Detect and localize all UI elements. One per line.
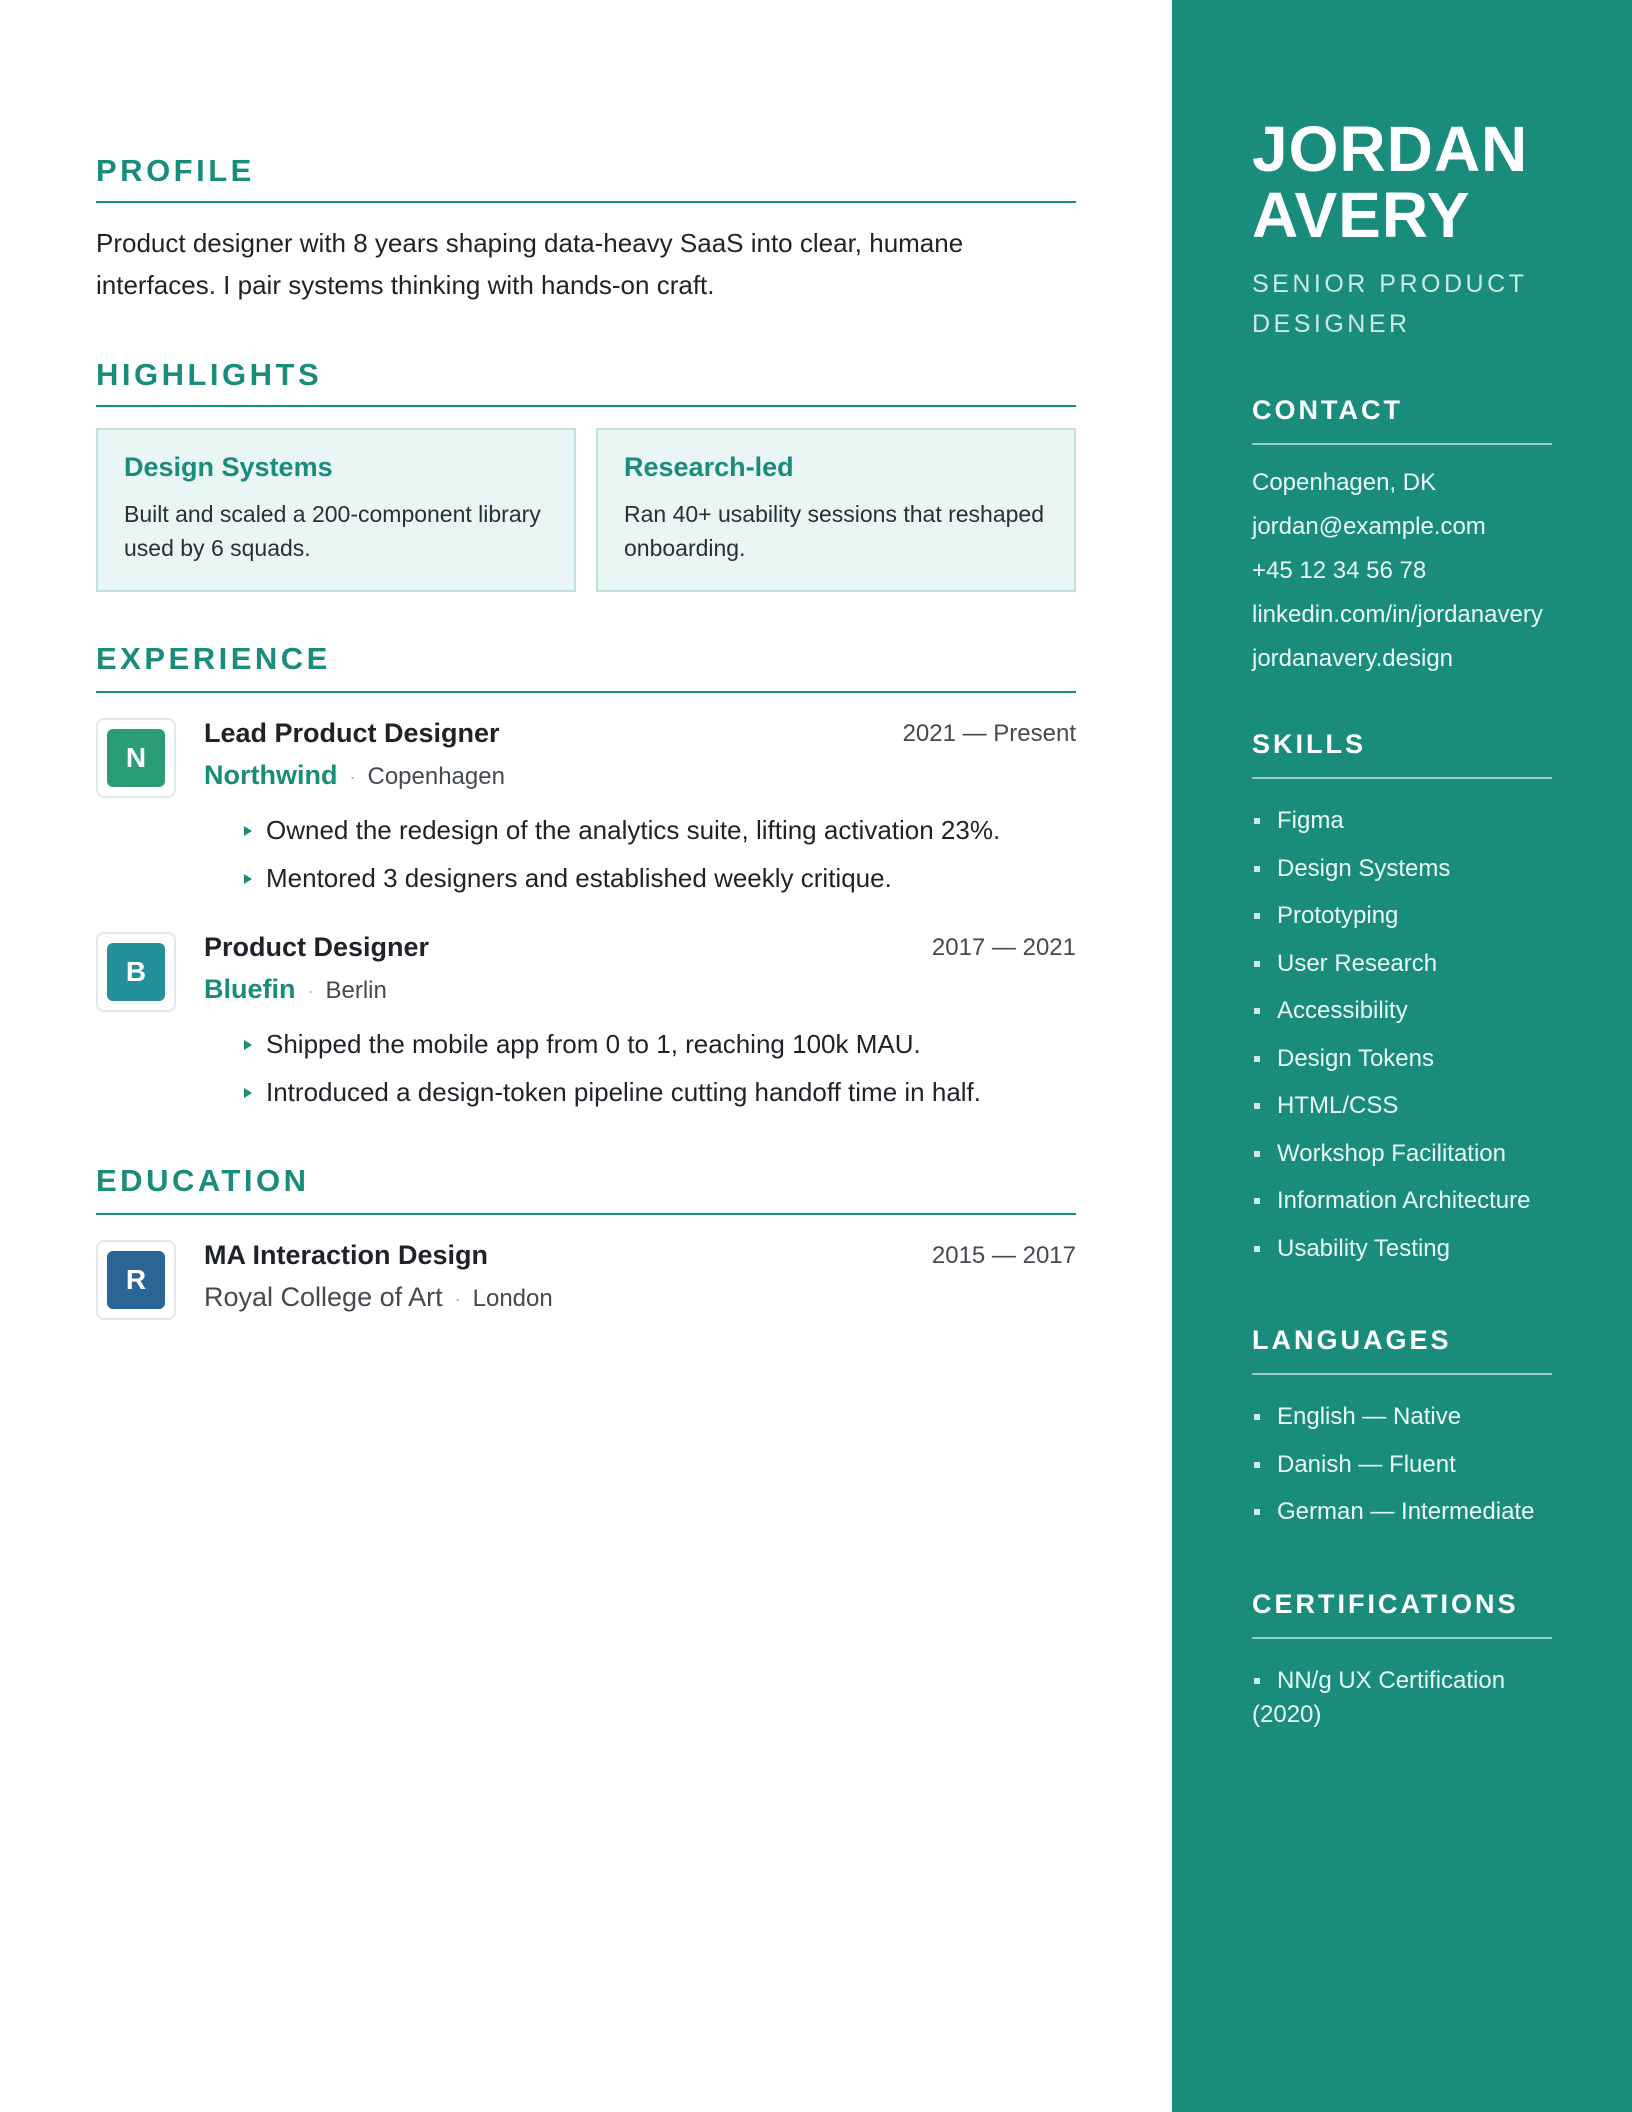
profile-summary: Product designer with 8 years shaping data-heavy SaaS into clear, humane interfaces. I pair systems thinking with hands-on craft. bbox=[96, 228, 964, 300]
skills-list bbox=[1252, 797, 1562, 1272]
certifications-list bbox=[1252, 1664, 1562, 1732]
job-location: Berlin bbox=[325, 977, 387, 1004]
skill-item: Design Tokens bbox=[1252, 1035, 1562, 1083]
company-line bbox=[204, 974, 387, 1005]
job-dates: 2017 — 2021 bbox=[931, 934, 1076, 961]
language-item: German — Intermediate bbox=[1252, 1488, 1562, 1536]
highlight-card bbox=[96, 428, 576, 592]
degree-title: MA Interaction Design bbox=[204, 1240, 489, 1270]
education-divider bbox=[96, 1213, 1076, 1215]
skills-divider bbox=[1252, 777, 1552, 779]
contact-location: Copenhagen, DK bbox=[1252, 469, 1437, 496]
last-name: AVERY bbox=[1252, 179, 1471, 251]
job-headline: SENIOR PRODUCT DESIGNER bbox=[1252, 270, 1527, 338]
education-dates: 2015 — 2017 bbox=[931, 1242, 1076, 1269]
skills-heading: SKILLS bbox=[1252, 729, 1367, 759]
languages-divider bbox=[1252, 1373, 1552, 1375]
first-name: JORDAN bbox=[1252, 113, 1529, 185]
skill-item: Accessibility bbox=[1252, 987, 1562, 1035]
job-title: Lead Product Designer bbox=[204, 718, 500, 748]
company-logo-letter: N bbox=[107, 729, 165, 787]
achievement-list bbox=[244, 806, 1000, 902]
job-location: Copenhagen bbox=[367, 763, 505, 790]
skill-item: HTML/CSS bbox=[1252, 1082, 1562, 1130]
skill-item: Usability Testing bbox=[1252, 1225, 1562, 1273]
school-name: Royal College of Art bbox=[204, 1282, 443, 1312]
highlights-divider bbox=[96, 405, 1076, 407]
experience-divider bbox=[96, 691, 1076, 693]
contact-list bbox=[1252, 461, 1543, 681]
languages-heading: LANGUAGES bbox=[1252, 1325, 1452, 1355]
company-name: Northwind bbox=[204, 760, 338, 790]
highlight-title: Research-led bbox=[624, 452, 794, 482]
school-logo-letter: R bbox=[107, 1251, 165, 1309]
job-dates: 2021 — Present bbox=[902, 720, 1076, 747]
contact-phone[interactable]: +45 12 34 56 78 bbox=[1252, 557, 1427, 584]
achievement-item: Introduced a design-token pipeline cutting handoff time in half. bbox=[244, 1068, 981, 1116]
skill-item: Information Architecture bbox=[1252, 1177, 1562, 1225]
highlights-heading: HIGHLIGHTS bbox=[96, 357, 323, 392]
achievement-item: Shipped the mobile app from 0 to 1, reaching 100k MAU. bbox=[244, 1020, 981, 1068]
contact-email-link[interactable]: jordan@example.com bbox=[1252, 513, 1486, 540]
separator-dot: · bbox=[454, 1289, 461, 1310]
certification-item: NN/g UX Certification (2020) bbox=[1252, 1664, 1562, 1732]
highlight-title: Design Systems bbox=[124, 452, 333, 482]
company-logo bbox=[96, 932, 176, 1012]
skill-item: Workshop Facilitation bbox=[1252, 1130, 1562, 1178]
certifications-heading: CERTIFICATIONS bbox=[1252, 1589, 1519, 1619]
job-title: Product Designer bbox=[204, 932, 430, 962]
achievement-list bbox=[244, 1020, 981, 1116]
company-logo bbox=[96, 718, 176, 798]
school-logo bbox=[96, 1240, 176, 1320]
company-name: Bluefin bbox=[204, 974, 296, 1004]
skill-item: Prototyping bbox=[1252, 892, 1562, 940]
highlight-card bbox=[596, 428, 1076, 592]
sidebar bbox=[1172, 0, 1632, 2112]
languages-list bbox=[1252, 1393, 1562, 1536]
achievement-item: Owned the redesign of the analytics suite, lifting activation 23%. bbox=[244, 806, 1000, 854]
education-heading: EDUCATION bbox=[96, 1163, 310, 1198]
language-item: English — Native bbox=[1252, 1393, 1562, 1441]
contact-divider bbox=[1252, 443, 1552, 445]
school-location: London bbox=[472, 1285, 553, 1312]
certifications-divider bbox=[1252, 1637, 1552, 1639]
language-item: Danish — Fluent bbox=[1252, 1441, 1562, 1489]
profile-divider bbox=[96, 201, 1076, 203]
skill-item: User Research bbox=[1252, 940, 1562, 988]
contact-linkedin-link[interactable]: linkedin.com/in/jordanavery bbox=[1252, 601, 1543, 628]
contact-heading: CONTACT bbox=[1252, 395, 1403, 425]
separator-dot: · bbox=[307, 981, 314, 1002]
company-line bbox=[204, 760, 505, 791]
achievement-item: Mentored 3 designers and established weekly critique. bbox=[244, 854, 1000, 902]
skill-item: Design Systems bbox=[1252, 845, 1562, 893]
separator-dot: · bbox=[349, 767, 356, 788]
company-logo-letter: B bbox=[107, 943, 165, 1001]
school-line bbox=[204, 1282, 553, 1313]
contact-website-link[interactable]: jordanavery.design bbox=[1252, 645, 1454, 672]
skill-item: Figma bbox=[1252, 797, 1562, 845]
experience-heading: EXPERIENCE bbox=[96, 641, 331, 676]
profile-heading: PROFILE bbox=[96, 153, 255, 188]
full-name bbox=[1252, 113, 1529, 251]
highlight-description: Built and scaled a 200-component library used by 6 squads. bbox=[124, 501, 541, 561]
highlight-description: Ran 40+ usability sessions that reshaped onboarding. bbox=[624, 501, 1045, 561]
